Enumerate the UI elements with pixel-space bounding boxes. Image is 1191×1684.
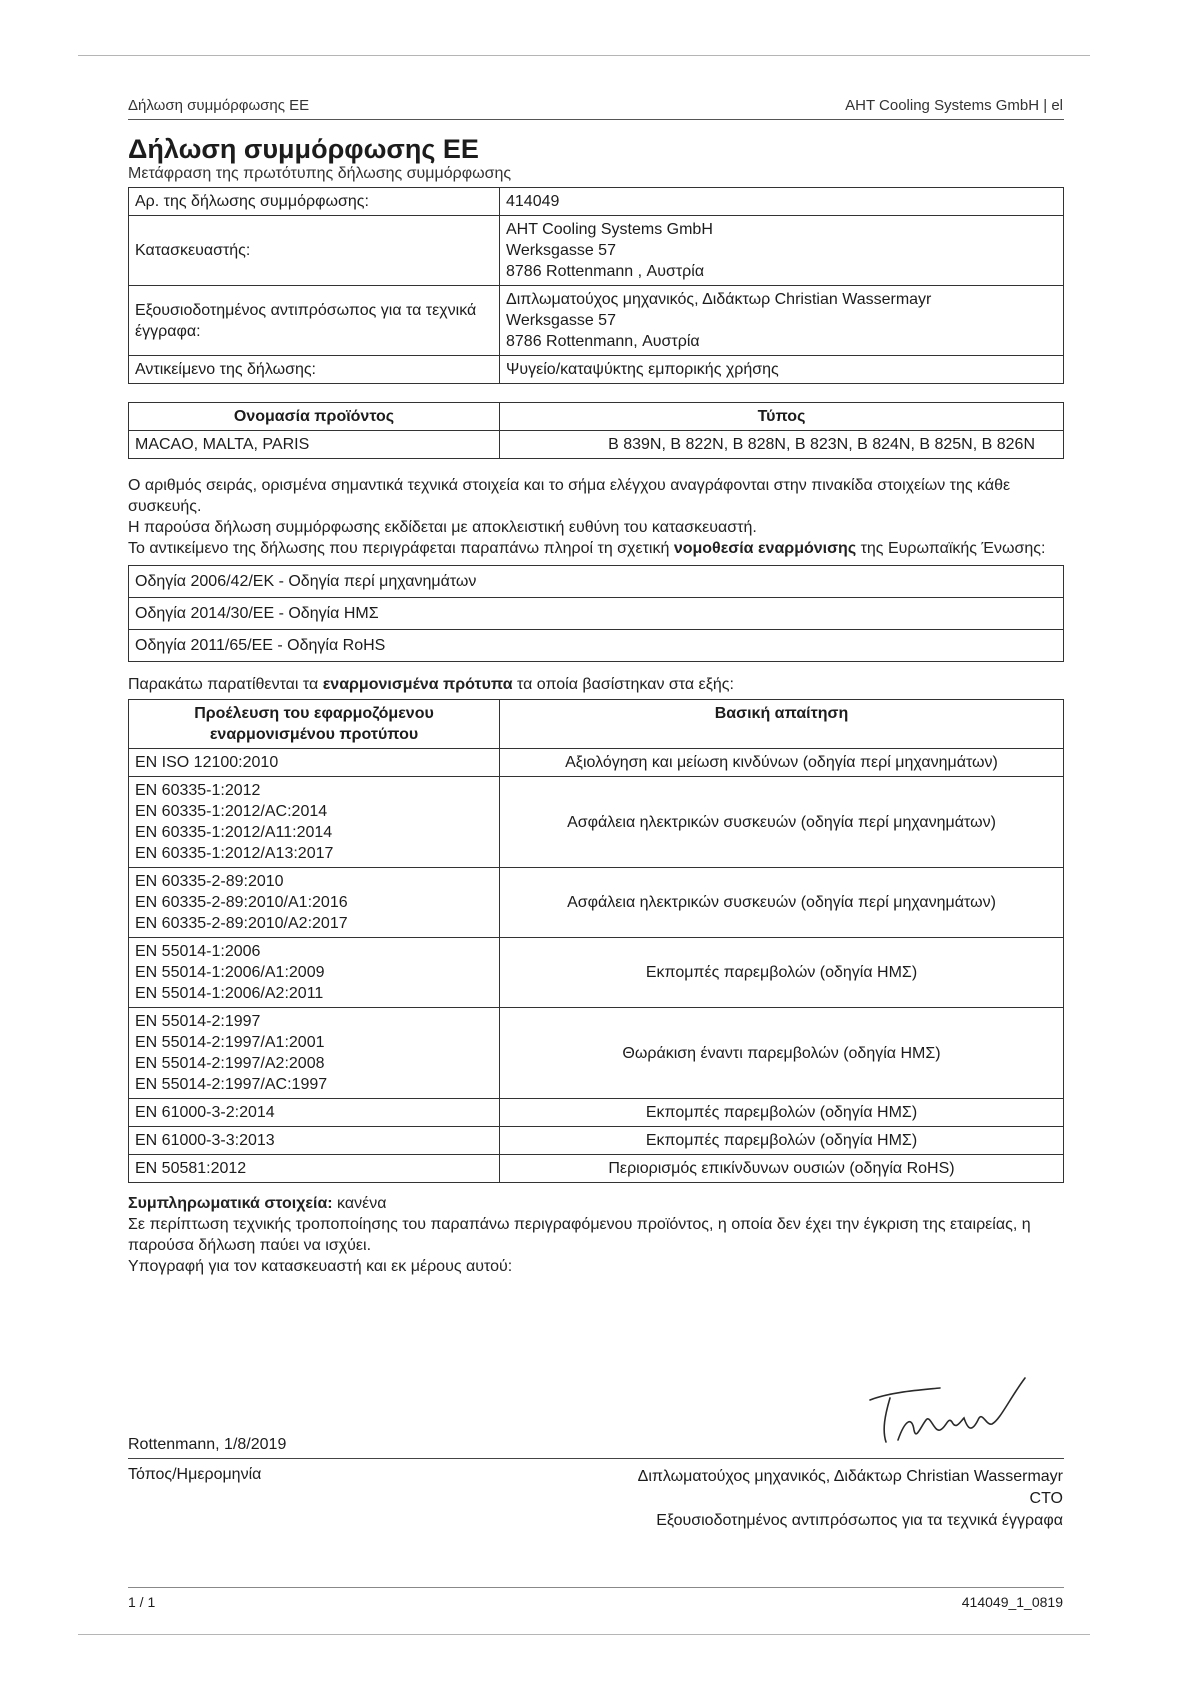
page-subtitle: Μετάφραση της πρωτότυπης δήλωσης συμμόρφωσης bbox=[128, 165, 512, 182]
row-label: Κατασκευαστής: bbox=[129, 216, 500, 286]
table-row bbox=[129, 1127, 1064, 1155]
table-row bbox=[129, 938, 1064, 1008]
row-label: Αντικείμενο της δήλωσης: bbox=[129, 356, 500, 384]
row-value bbox=[500, 216, 1064, 286]
standards-cell bbox=[129, 777, 500, 868]
requirement-cell: Περιορισμός επικίνδυνων ουσιών (οδηγία RoHS) bbox=[500, 1155, 1064, 1183]
supplementary-paragraph: Υπογραφή για τον κατασκευαστή και εκ μέρους αυτού: bbox=[128, 1258, 513, 1275]
row-label: Εξουσιοδοτημένος αντιπρόσωπος για τα τεχνικά έγγραφα: bbox=[129, 286, 500, 356]
requirement-cell: Ασφάλεια ηλεκτρικών συσκευών (οδηγία περί μηχανημάτων) bbox=[500, 777, 1064, 868]
header-right: AHT Cooling Systems GmbH | el bbox=[845, 97, 1063, 114]
row-value bbox=[500, 188, 1064, 216]
requirement-cell: Ασφάλεια ηλεκτρικών συσκευών (οδηγία περί μηχανημάτων) bbox=[500, 868, 1064, 938]
standard-code: EN 55014-1:2006/A1:2009 bbox=[135, 964, 325, 981]
value-line: Werksgasse 57 bbox=[506, 242, 616, 259]
table-header-row bbox=[129, 700, 1064, 749]
row-value bbox=[500, 356, 1064, 384]
standard-code: EN 61000-3-2:2014 bbox=[135, 1104, 275, 1121]
value-line: Διπλωματούχος μηχανικός, Διδάκτωρ Christian Wassermayr bbox=[506, 291, 932, 308]
standard-code: EN 55014-1:2006 bbox=[135, 943, 261, 960]
standards-cell bbox=[129, 938, 500, 1008]
table-row bbox=[129, 1008, 1064, 1099]
intro-paragraph: Η παρούσα δήλωση συμμόρφωσης εκδίδεται με αποκλειστική ευθύνη του κατασκευαστή. bbox=[128, 519, 757, 536]
text-run: τα οποία βασίστηκαν στα εξής: bbox=[512, 676, 734, 693]
requirement-cell: Εκπομπές παρεμβολών (οδηγία ΗΜΣ) bbox=[500, 1099, 1064, 1127]
standard-code: EN ISO 12100:2010 bbox=[135, 754, 279, 771]
product-table bbox=[128, 402, 1064, 459]
standard-code: EN 60335-2-89:2010 bbox=[135, 873, 284, 890]
value-line: Werksgasse 57 bbox=[506, 312, 616, 329]
handwritten-signature bbox=[860, 1370, 1030, 1450]
place-date: Rottenmann, 1/8/2019 bbox=[128, 1436, 287, 1453]
column-header: Προέλευση του εφαρμοζόμενου εναρμονισμένου προτύπου bbox=[129, 700, 500, 749]
standard-code: EN 55014-2:1997/A1:2001 bbox=[135, 1034, 325, 1051]
table-row bbox=[129, 777, 1064, 868]
bold-text: Συμπληρωματικά στοιχεία: bbox=[128, 1195, 333, 1212]
standards-cell bbox=[129, 1008, 500, 1099]
text-run: Το αντικείμενο της δήλωσης που περιγράφεται παραπάνω πληροί τη σχετική bbox=[128, 540, 674, 557]
table-row bbox=[129, 749, 1064, 777]
row-value bbox=[500, 286, 1064, 356]
document-code: 414049_1_0819 bbox=[961, 1594, 1063, 1610]
requirement-cell: Εκπομπές παρεμβολών (οδηγία ΗΜΣ) bbox=[500, 938, 1064, 1008]
standard-code: EN 50581:2012 bbox=[135, 1160, 247, 1177]
standards-cell bbox=[129, 868, 500, 938]
column-header: Βασική απαίτηση bbox=[500, 700, 1064, 749]
supplementary-section bbox=[128, 1193, 1064, 1277]
table-row bbox=[129, 598, 1064, 630]
standard-code: EN 60335-2-89:2010/A2:2017 bbox=[135, 915, 348, 932]
requirement-cell: Θωράκιση έναντι παρεμβολών (οδηγία ΗΜΣ) bbox=[500, 1008, 1064, 1099]
signer-role: Εξουσιοδοτημένος αντιπρόσωπος για τα τεχνικά έγγραφα bbox=[656, 1512, 1063, 1529]
directive-item: Οδηγία 2011/65/ΕΕ - Οδηγία RoHS bbox=[129, 630, 1064, 662]
standard-code: EN 55014-1:2006/A2:2011 bbox=[135, 985, 324, 1002]
table-row bbox=[129, 1155, 1064, 1183]
page-title: Δήλωση συμμόρφωσης ΕΕ bbox=[128, 134, 479, 164]
requirement-cell: Εκπομπές παρεμβολών (οδηγία ΗΜΣ) bbox=[500, 1127, 1064, 1155]
standard-code: EN 60335-1:2012 bbox=[135, 782, 261, 799]
row-label: Αρ. της δήλωσης συμμόρφωσης: bbox=[129, 188, 500, 216]
standards-cell bbox=[129, 749, 500, 777]
table-row bbox=[129, 630, 1064, 662]
top-rule bbox=[78, 55, 1090, 56]
bold-text: νομοθεσία εναρμόνισης bbox=[673, 540, 857, 557]
table-header-row bbox=[129, 403, 1064, 431]
signature-divider bbox=[128, 1458, 1064, 1459]
standard-code: EN 55014-2:1997/A2:2008 bbox=[135, 1055, 325, 1072]
table-row bbox=[129, 566, 1064, 598]
table-row bbox=[129, 868, 1064, 938]
table-row bbox=[129, 188, 1064, 216]
product-types: B 839N, B 822N, B 828N, B 823N, B 824N, B 825N, B 826N bbox=[500, 431, 1064, 459]
standards-table bbox=[128, 699, 1064, 1183]
column-header: Ονομασία προϊόντος bbox=[129, 403, 500, 431]
directive-item: Οδηγία 2014/30/ΕΕ - Οδηγία ΗΜΣ bbox=[129, 598, 1064, 630]
product-names: MACAO, MALTA, PARIS bbox=[129, 431, 500, 459]
value-line: 414049 bbox=[506, 193, 560, 210]
column-header: Τύπος bbox=[500, 403, 1064, 431]
intro-text bbox=[128, 475, 1064, 559]
standards-cell bbox=[129, 1099, 500, 1127]
value-line: Ψυγείο/καταψύκτης εμπορικής χρήσης bbox=[506, 361, 779, 378]
standards-cell bbox=[129, 1155, 500, 1183]
signer-title: CTO bbox=[1029, 1490, 1063, 1507]
signer-name: Διπλωματούχος μηχανικός, Διδάκτωρ Christian Wassermayr bbox=[637, 1468, 1063, 1485]
table-row bbox=[129, 286, 1064, 356]
value-line: 8786 Rottenmann , Αυστρία bbox=[506, 263, 705, 280]
standard-code: EN 55014-2:1997 bbox=[135, 1013, 261, 1030]
requirement-cell: Αξιολόγηση και μείωση κινδύνων (οδηγία περί μηχανημάτων) bbox=[500, 749, 1064, 777]
document-body bbox=[128, 133, 1064, 1283]
header-divider bbox=[128, 119, 1064, 120]
text-run: Παρακάτω παρατίθενται τα bbox=[128, 676, 323, 693]
directive-item: Οδηγία 2006/42/ΕΚ - Οδηγία περί μηχανημάτων bbox=[129, 566, 1064, 598]
table-row bbox=[129, 216, 1064, 286]
text-run: της Ευρωπαϊκής Ένωσης: bbox=[856, 540, 1046, 557]
standard-code: EN 61000-3-3:2013 bbox=[135, 1132, 275, 1149]
intro-paragraph: Ο αριθμός σειράς, ορισμένα σημαντικά τεχνικά στοιχεία και το σήμα ελέγχου αναγράφονται στην πινακίδα στοιχείων της κάθε συσκευής. bbox=[128, 477, 1011, 515]
intro-paragraph bbox=[128, 538, 1064, 559]
value-line: 8786 Rottenmann, Αυστρία bbox=[506, 333, 700, 350]
footer-divider bbox=[128, 1587, 1064, 1588]
standards-intro bbox=[128, 674, 1064, 695]
table-row bbox=[129, 431, 1064, 459]
directives-table bbox=[128, 565, 1064, 662]
standard-code: EN 60335-1:2012/AC:2014 bbox=[135, 803, 328, 820]
standard-code: EN 60335-1:2012/A11:2014 bbox=[135, 824, 333, 841]
supplementary-line bbox=[128, 1193, 1064, 1214]
signer-details bbox=[638, 1466, 1063, 1532]
table-row bbox=[129, 1099, 1064, 1127]
table-row bbox=[129, 356, 1064, 384]
standards-cell bbox=[129, 1127, 500, 1155]
declaration-info-table bbox=[128, 187, 1064, 384]
text-run: κανένα bbox=[332, 1195, 387, 1212]
bold-text: εναρμονισμένα πρότυπα bbox=[322, 676, 513, 693]
standard-code: EN 60335-1:2012/A13:2017 bbox=[135, 845, 334, 862]
value-line: AHT Cooling Systems GmbH bbox=[506, 221, 713, 238]
standard-code: EN 60335-2-89:2010/A1:2016 bbox=[135, 894, 348, 911]
standards-intro-paragraph bbox=[128, 674, 1064, 695]
place-date-label: Τόπος/Ημερομηνία bbox=[128, 1466, 262, 1483]
supplementary-paragraph: Σε περίπτωση τεχνικής τροποποίησης του παραπάνω περιγραφόμενου προϊόντος, η οποία δεν έχει την έγκριση της εταιρείας, η παρούσα δήλωση παύει να ισχύει. bbox=[128, 1216, 1031, 1254]
page-number: 1 / 1 bbox=[128, 1594, 156, 1610]
bottom-rule bbox=[78, 1634, 1090, 1635]
header-left: Δήλωση συμμόρφωσης ΕΕ bbox=[128, 97, 310, 114]
standard-code: EN 55014-2:1997/AC:1997 bbox=[135, 1076, 328, 1093]
